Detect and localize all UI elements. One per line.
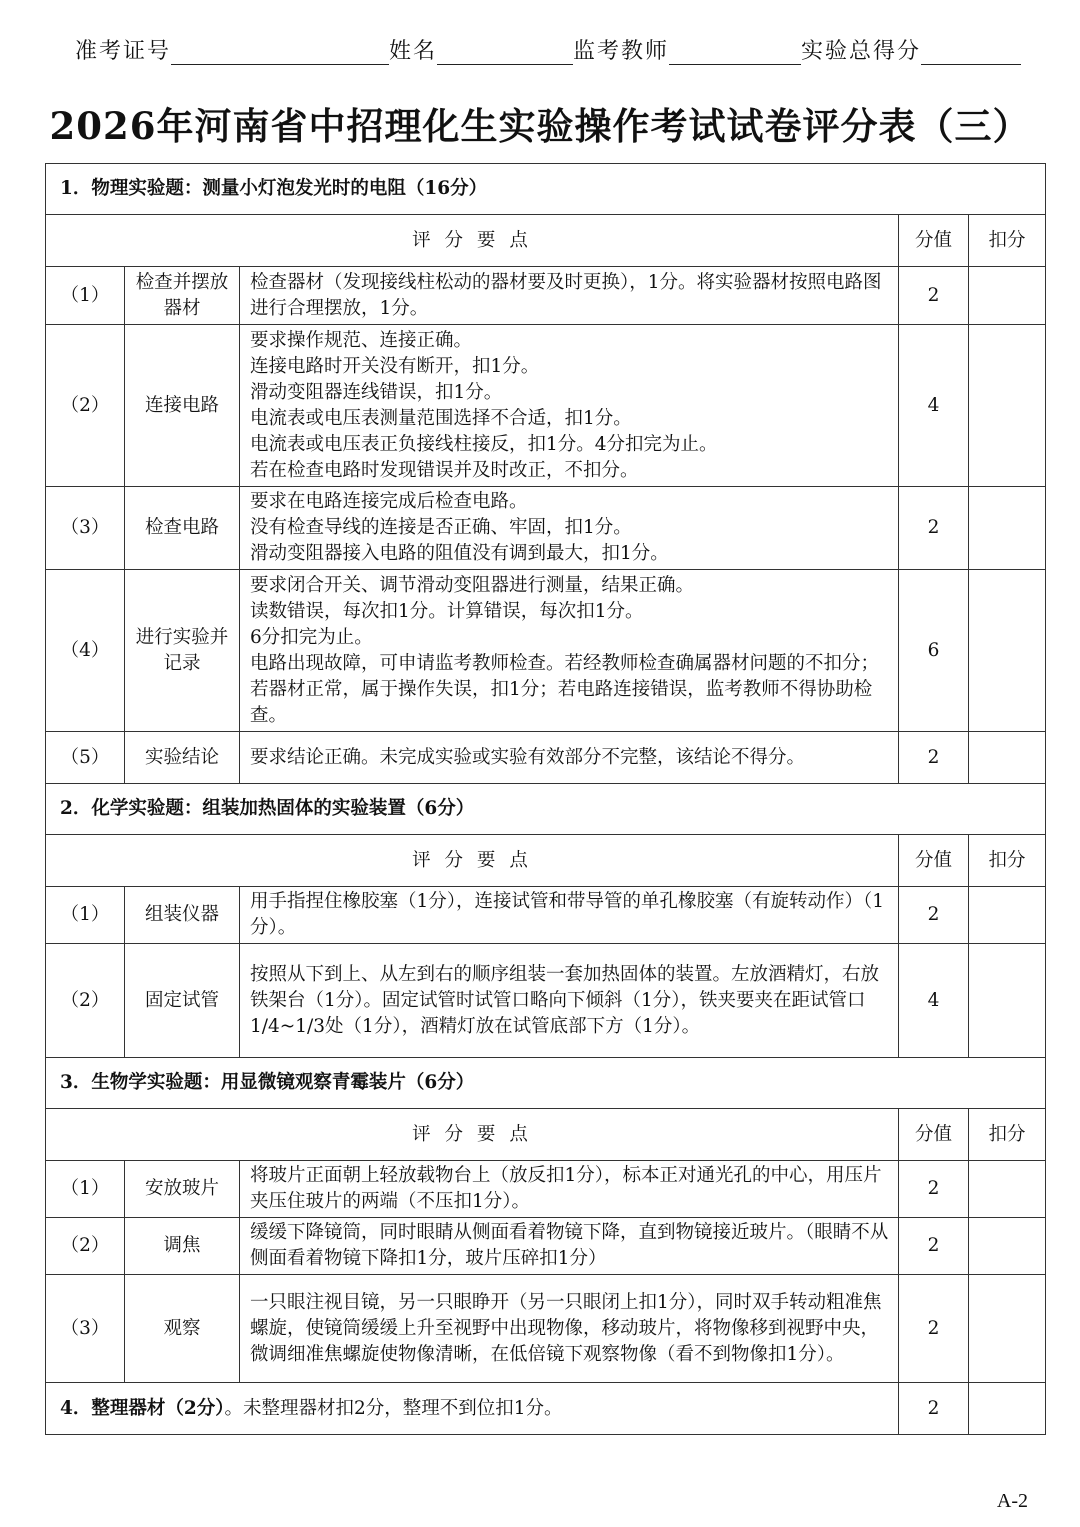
score-value: 2: [899, 1383, 969, 1435]
criteria-line: 电流表或电压表测量范围选择不合适，扣1分。: [250, 407, 632, 429]
deduction-cell[interactable]: [969, 887, 1046, 944]
score-value: 2: [899, 1161, 969, 1218]
proctor-label: 监考教师: [573, 39, 670, 64]
item-name: 固定试管: [125, 944, 240, 1058]
criteria-line: 将玻片正面朝上轻放载物台上（放反扣1分），标本正对通光孔的中心，用压片夹压住玻片的两端（不压扣1分）。: [250, 1165, 882, 1212]
points-header: 评 分 要 点: [46, 215, 899, 267]
row-number: （1）: [46, 267, 125, 325]
item-name: 安放玻片: [125, 1161, 240, 1218]
exam-header: [75, 34, 1045, 65]
row-number: （2）: [46, 944, 125, 1058]
points-header: 评 分 要 点: [46, 835, 899, 887]
criteria-line: 要求闭合开关、调节滑动变阻器进行测量，结果正确。: [250, 574, 695, 596]
row-number: （1）: [46, 1161, 125, 1218]
score-value: 2: [899, 732, 969, 784]
criteria-line: 用手指捏住橡胶塞（1分），连接试管和带导管的单孔橡胶塞（有旋转动作）（1分）。: [250, 891, 885, 938]
item-name: 连接电路: [125, 325, 240, 487]
cleanup-heading: 4．整理器材（2分）: [60, 1397, 225, 1419]
item-criteria: [240, 487, 899, 570]
criteria-line: 电流表或电压表正负接线柱接反，扣1分。4分扣完为止。: [250, 433, 718, 455]
row-number: （3）: [46, 1275, 125, 1383]
row-number: （4）: [46, 570, 125, 732]
biology-heading: 3．生物学实验题：用显微镜观察青霉装片（6分）: [46, 1058, 1046, 1109]
deduct-header: 扣分: [969, 1109, 1046, 1161]
row-number: （3）: [46, 487, 125, 570]
score-header: 分值: [899, 1109, 969, 1161]
score-header: 分值: [899, 835, 969, 887]
item-name: 观察: [125, 1275, 240, 1383]
deduct-header: 扣分: [969, 835, 1046, 887]
item-criteria: [240, 325, 899, 487]
item-criteria: [240, 887, 899, 944]
item-criteria: [240, 732, 899, 784]
criteria-line: 若在检查电路时发现错误并及时改正，不扣分。: [250, 459, 639, 481]
scoring-table: [45, 163, 1046, 1435]
criteria-line: 要求在电路连接完成后检查电路。: [250, 491, 528, 512]
criteria-line: 检查器材（发现接线柱松动的器材要及时更换），1分。将实验器材按照电路图进行合理摆放，1分。: [250, 271, 882, 319]
deduction-cell[interactable]: [969, 732, 1046, 784]
row-number: （2）: [46, 1218, 125, 1275]
deduct-header: 扣分: [969, 215, 1046, 267]
cleanup-text: 。未整理器材扣2分，整理不到位扣1分。: [224, 1397, 563, 1419]
criteria-line: 缓缓下降镜筒，同时眼睛从侧面看着物镜下降，直到物镜接近玻片。（眼睛不从侧面看着物镜下降扣1分，玻片压碎扣1分）: [250, 1222, 889, 1269]
score-value: 2: [899, 487, 969, 570]
score-value: 4: [899, 944, 969, 1058]
item-criteria: [240, 1275, 899, 1383]
item-criteria: [240, 1161, 899, 1218]
deduction-cell[interactable]: [969, 325, 1046, 487]
item-name: 组装仪器: [125, 887, 240, 944]
deduction-cell[interactable]: [969, 944, 1046, 1058]
name-label: 姓名: [389, 39, 438, 64]
deduction-cell[interactable]: [969, 1218, 1046, 1275]
criteria-line: 要求结论正确。未完成实验或实验有效部分不完整，该结论不得分。: [250, 746, 806, 768]
item-criteria: [240, 944, 899, 1058]
score-value: 4: [899, 325, 969, 487]
score-value: 2: [899, 1218, 969, 1275]
score-value: 2: [899, 267, 969, 325]
criteria-line: 一只眼注视目镜，另一只眼睁开（另一只眼闭上扣1分），同时双手转动粗准焦螺旋，使镜筒缓缓上升至视野中出现物像，移动玻片，将物像移到视野中央，微调细准焦螺旋使物像清晰，在低倍镜下观察物像（看不到物像扣1分）。: [250, 1291, 882, 1365]
score-value: 2: [899, 1275, 969, 1383]
deduction-cell[interactable]: [969, 570, 1046, 732]
deduction-cell[interactable]: [969, 1275, 1046, 1383]
deduction-cell[interactable]: [969, 267, 1046, 325]
admission-number-field[interactable]: [171, 42, 389, 65]
criteria-line: 6分扣完为止。: [250, 626, 373, 648]
total-score-field[interactable]: [921, 42, 1021, 65]
item-name: 进行实验并记录: [125, 570, 240, 732]
deduction-cell[interactable]: [969, 1161, 1046, 1218]
points-header: 评 分 要 点: [46, 1109, 899, 1161]
criteria-line: 没有检查导线的连接是否正确、牢固，扣1分。: [250, 517, 632, 538]
criteria-line: 读数错误，每次扣1分。计算错误，每次扣1分。: [250, 600, 644, 622]
score-value: 2: [899, 887, 969, 944]
score-value: 6: [899, 570, 969, 732]
cleanup-row: [46, 1383, 899, 1435]
total-score-label: 实验总得分: [801, 39, 922, 64]
criteria-line: 滑动变阻器接入电路的阻值没有调到最大，扣1分。: [250, 543, 669, 564]
item-criteria: [240, 1218, 899, 1275]
item-name: 实验结论: [125, 732, 240, 784]
proctor-field[interactable]: [669, 42, 801, 65]
row-number: （1）: [46, 887, 125, 944]
page-title: 2026年河南省中招理化生实验操作考试试卷评分表（三）: [49, 104, 1031, 148]
item-criteria: [240, 570, 899, 732]
physics-heading: 1．物理实验题：测量小灯泡发光时的电阻（16分）: [46, 164, 1046, 215]
criteria-line: 滑动变阻器连线错误，扣1分。: [250, 381, 503, 403]
row-number: （5）: [46, 732, 125, 784]
item-name: 检查并摆放器材: [125, 267, 240, 325]
item-criteria: [240, 267, 899, 325]
item-name: 检查电路: [125, 487, 240, 570]
criteria-line: 按照从下到上、从左到右的顺序组装一套加热固体的装置。左放酒精灯，右放铁架台（1分）。固定试管时试管口略向下倾斜（1分），铁夹要夹在距试管口1/4~1/3处（1分），酒精灯放在试管底部下方（1分）。: [250, 963, 880, 1037]
deduction-cell[interactable]: [969, 487, 1046, 570]
page-number: A-2: [996, 1490, 1028, 1512]
admission-number-label: 准考证号: [75, 39, 172, 64]
criteria-line: 电路出现故障，可申请监考教师检查。若经教师检查确属器材问题的不扣分；若器材正常，属于操作失误，扣1分；若电路连接错误，监考教师不得协助检查。: [250, 652, 880, 726]
chemistry-heading: 2．化学实验题：组装加热固体的实验装置（6分）: [46, 784, 1046, 835]
item-name: 调焦: [125, 1218, 240, 1275]
criteria-line: 要求操作规范、连接正确。: [250, 329, 473, 351]
name-field[interactable]: [437, 42, 573, 65]
row-number: （2）: [46, 325, 125, 487]
score-header: 分值: [899, 215, 969, 267]
deduction-cell[interactable]: [969, 1383, 1046, 1435]
criteria-line: 连接电路时开关没有断开，扣1分。: [250, 355, 540, 377]
